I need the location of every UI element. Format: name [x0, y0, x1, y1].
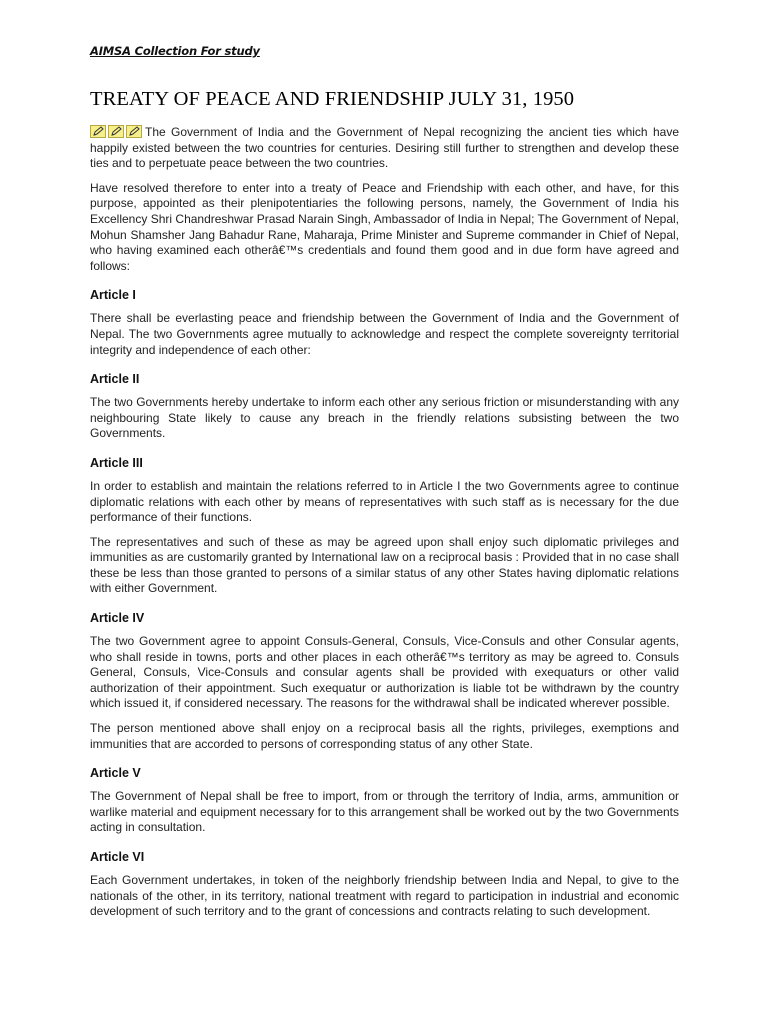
article-heading: Article I	[90, 288, 136, 303]
article-heading: Article IV	[90, 611, 145, 626]
article-heading: Article III	[90, 455, 143, 470]
article-paragraph: The representatives and such of these as may be agreed upon shall enjoy such diplomatic privileges and immunities as are customarily granted by International law on a reciprocal basis : Provided that in no case shall these be less than those granted to persons of a similar status of any other States having diplomatic relations with either Government.	[90, 534, 679, 596]
intro-text: The Government of India and the Government of Nepal recognizing the ancient ties which have happily existed between the two countries for centuries. Desiring still further to strengthen and develop these ties and to perpetuate peace between the two countries.	[90, 125, 679, 171]
edit-icons	[90, 125, 144, 138]
article-paragraph: There shall be everlasting peace and friendship between the Government of India and the Government of Nepal. The two Governments agree mutually to acknowledge and respect the complete sovereignty territorial integrity and independence of each other:	[90, 311, 679, 357]
pencil-icon	[126, 125, 142, 138]
article-paragraph: In order to establish and maintain the relations referred to in Article I the two Governments agree to continue diplomatic relations with each other by means of representatives with such staff as is necessary for the due performance of their functions.	[90, 478, 679, 525]
resolution-paragraph: Have resolved therefore to enter into a treaty of Peace and Friendship with each other, and have, for this purpose, appointed as their plenipotentiaries the following persons, namely, the Government of India his Excellency Shri Chandreshwar Prasad Narain Singh, Ambassador of India in Nepal; The Government of Nepal, Mohun Shamsher Jang Bahadur Rane, Maharaja, Prime Minister and Supreme commander in Chief of Nepal, who having examined each otherâ€™s credentials and found them good and in due form have agreed and follows:	[90, 180, 679, 273]
article-paragraph: The two Governments hereby undertake to inform each other any serious friction or misunderstanding with any neighbouring State likely to cause any breach in the friendly relations subsisting between the two Governments.	[90, 395, 679, 441]
article-heading: Article VI	[90, 850, 145, 864]
header-note: AIMSA Collection For study	[90, 44, 260, 58]
article-paragraph: The two Government agree to appoint Consuls-General, Consuls, Vice-Consuls and other Consular agents, who shall reside in towns, ports and other places in each otherâ€™s territory as may be agreed to. Consuls General, Consuls, Vice-Consuls and consular agents shall be provided with exequaturs or other valid authorization of their appointment. Such exequatur or authorization is liable tot be withdrawn by the country which issued it, if considered necessary. The reasons for the withdrawal shall be indicated wherever possible.	[90, 634, 679, 711]
pencil-icon	[90, 125, 106, 138]
pencil-icon	[108, 125, 124, 138]
intro-paragraph	[90, 125, 679, 172]
article-heading: Article V	[90, 766, 141, 781]
article-heading: Article II	[90, 372, 140, 387]
article-paragraph: The person mentioned above shall enjoy on a reciprocal basis all the rights, privileges, exemptions and immunities that are accorded to persons of corresponding status of any other State.	[90, 721, 679, 751]
document-page	[90, 44, 679, 929]
article-paragraph: Each Government undertakes, in token of the neighborly friendship between India and Nepal, to give to the nationals of the other, in its territory, national treatment with regard to participation in industrial and economic development of such territory and to the grant of concessions and contracts relating to such development.	[90, 873, 679, 919]
document-title: TREATY OF PEACE AND FRIENDSHIP JULY 31, 1950	[90, 88, 575, 110]
article-paragraph: The Government of Nepal shall be free to import, from or through the territory of India, arms, ammunition or warlike material and equipment necessary for to this arrangement shall be worked out by the two Governments acting in consultation.	[90, 789, 679, 835]
